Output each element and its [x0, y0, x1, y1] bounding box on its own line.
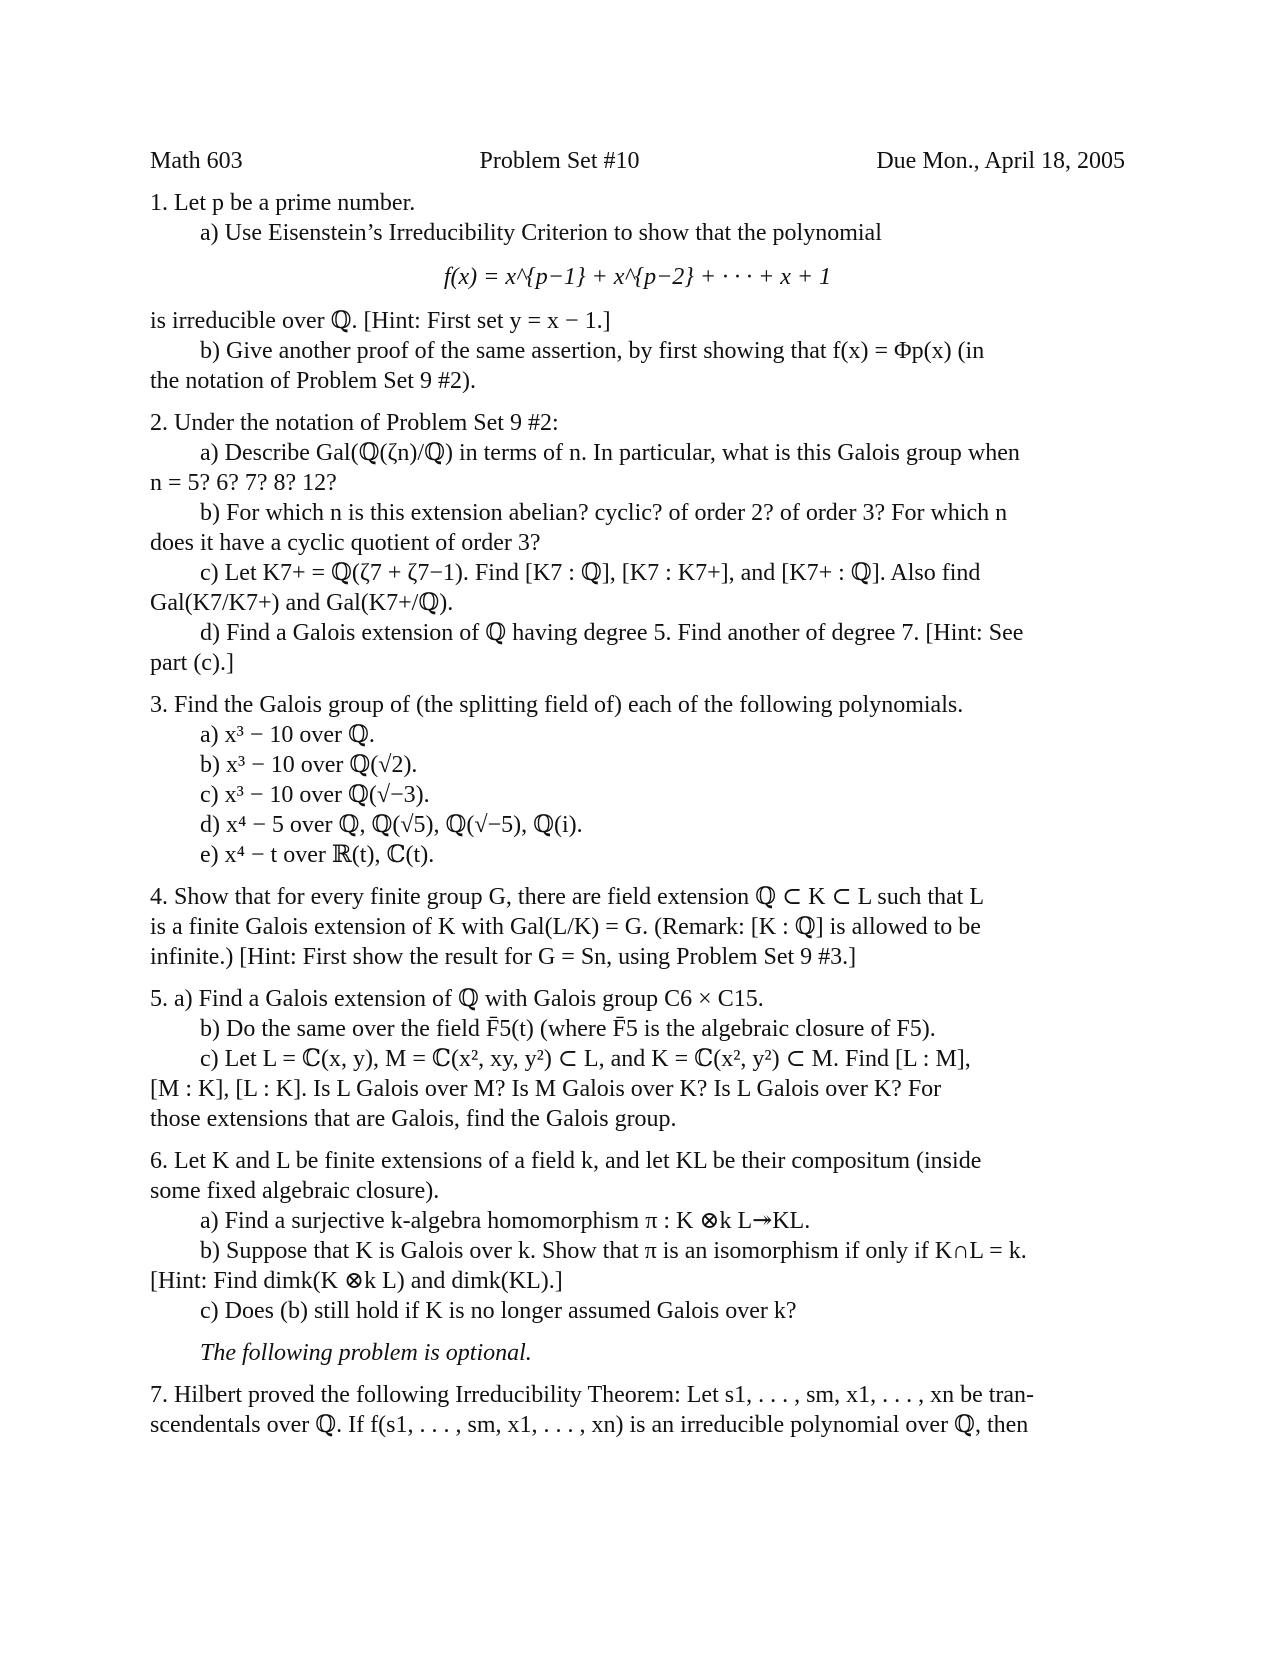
problem-line: 2. Under the notation of Problem Set 9 #2:	[150, 410, 559, 436]
problem-line: c) Does (b) still hold if K is no longer assumed Galois over k?	[200, 1298, 797, 1324]
problem-7	[150, 1380, 1125, 1440]
problem-line: some fixed algebraic closure).	[150, 1178, 440, 1204]
problem-line: scendentals over ℚ. If f(s1, . . . , sm, x1, . . . , xn) is an irreducible polynomial over ℚ, then	[150, 1412, 1029, 1438]
problem-line: a) Describe Gal(ℚ(ζn)/ℚ) in terms of n. In particular, what is this Galois group when	[200, 440, 1020, 466]
problem-line: b) Give another proof of the same assertion, by first showing that f(x) = Φp(x) (in	[200, 338, 985, 364]
equation: f(x) = x^{p−1} + x^{p−2} + · · · + x + 1	[443, 264, 832, 290]
problem-line: those extensions that are Galois, find the Galois group.	[150, 1106, 677, 1132]
problem-3	[150, 690, 1125, 870]
problem-line: 3. Find the Galois group of (the splitting field of) each of the following polynomials.	[150, 692, 964, 718]
document-page	[150, 146, 1125, 1440]
problem-4	[150, 882, 1125, 972]
problem-line: d) Find a Galois extension of ℚ having degree 5. Find another of degree 7. [Hint: See	[200, 620, 1024, 646]
problem-line: a) Find a surjective k-algebra homomorphism π : K ⊗k L↠KL.	[200, 1208, 811, 1234]
problem-1	[150, 188, 1125, 396]
problem-line: b) Do the same over the field F̄5(t) (where F̄5 is the algebraic closure of F5).	[200, 1016, 936, 1042]
problem-line: a) x³ − 10 over ℚ.	[200, 722, 375, 748]
problem-line: c) Let K7+ = ℚ(ζ7 + ζ7−1). Find [K7 : ℚ], [K7 : K7+], and [K7+ : ℚ]. Also find	[200, 560, 981, 586]
problem-line: the notation of Problem Set 9 #2).	[150, 368, 476, 394]
course-name: Math 603	[150, 148, 243, 174]
problem-line: 4. Show that for every finite group G, there are field extension ℚ ⊂ K ⊂ L such that L	[150, 884, 985, 910]
problem-5	[150, 984, 1125, 1134]
problem-line: 6. Let K and L be finite extensions of a field k, and let KL be their compositum (inside	[150, 1148, 982, 1174]
problem-line: e) x⁴ − t over ℝ(t), ℂ(t).	[200, 842, 435, 868]
problem-2	[150, 408, 1125, 678]
due-date: Due Mon., April 18, 2005	[876, 148, 1125, 174]
problem-set-title: Problem Set #10	[479, 148, 640, 174]
problem-line: a) Use Eisenstein’s Irreducibility Criterion to show that the polynomial	[200, 220, 882, 246]
problem-line: b) x³ − 10 over ℚ(√2).	[200, 752, 418, 778]
problem-line: c) Let L = ℂ(x, y), M = ℂ(x², xy, y²) ⊂ L, and K = ℂ(x², y²) ⊂ M. Find [L : M],	[200, 1046, 971, 1072]
problem-line: is a finite Galois extension of K with Gal(L/K) = G. (Remark: [K : ℚ] is allowed to be	[150, 914, 981, 940]
problem-6	[150, 1146, 1125, 1326]
optional-note: The following problem is optional.	[200, 1340, 532, 1366]
problem-line: d) x⁴ − 5 over ℚ, ℚ(√5), ℚ(√−5), ℚ(i).	[200, 812, 583, 838]
problem-line: n = 5? 6? 7? 8? 12?	[150, 470, 337, 496]
problem-line: c) x³ − 10 over ℚ(√−3).	[200, 782, 430, 808]
problem-line: 7. Hilbert proved the following Irreducibility Theorem: Let s1, . . . , sm, x1, . . . , xn be tran-	[150, 1382, 1035, 1408]
header	[150, 146, 1125, 176]
problem-line: b) For which n is this extension abelian? cyclic? of order 2? of order 3? For which n	[200, 500, 1008, 526]
problem-line: [Hint: Find dimk(K ⊗k L) and dimk(KL).]	[150, 1268, 563, 1294]
problem-line: 1. Let p be a prime number.	[150, 190, 416, 216]
problem-line: b) Suppose that K is Galois over k. Show that π is an isomorphism if only if K∩L = k.	[200, 1238, 1027, 1264]
problem-line: [M : K], [L : K]. Is L Galois over M? Is M Galois over K? Is L Galois over K? For	[150, 1076, 942, 1102]
problem-line: part (c).]	[150, 650, 234, 676]
problem-line: 5. a) Find a Galois extension of ℚ with Galois group C6 × C15.	[150, 986, 764, 1012]
problem-line: infinite.) [Hint: First show the result for G = Sn, using Problem Set 9 #3.]	[150, 944, 857, 970]
problem-line: is irreducible over ℚ. [Hint: First set y = x − 1.]	[150, 308, 611, 334]
problem-line: does it have a cyclic quotient of order 3?	[150, 530, 541, 556]
problem-line: Gal(K7/K7+) and Gal(K7+/ℚ).	[150, 590, 454, 616]
